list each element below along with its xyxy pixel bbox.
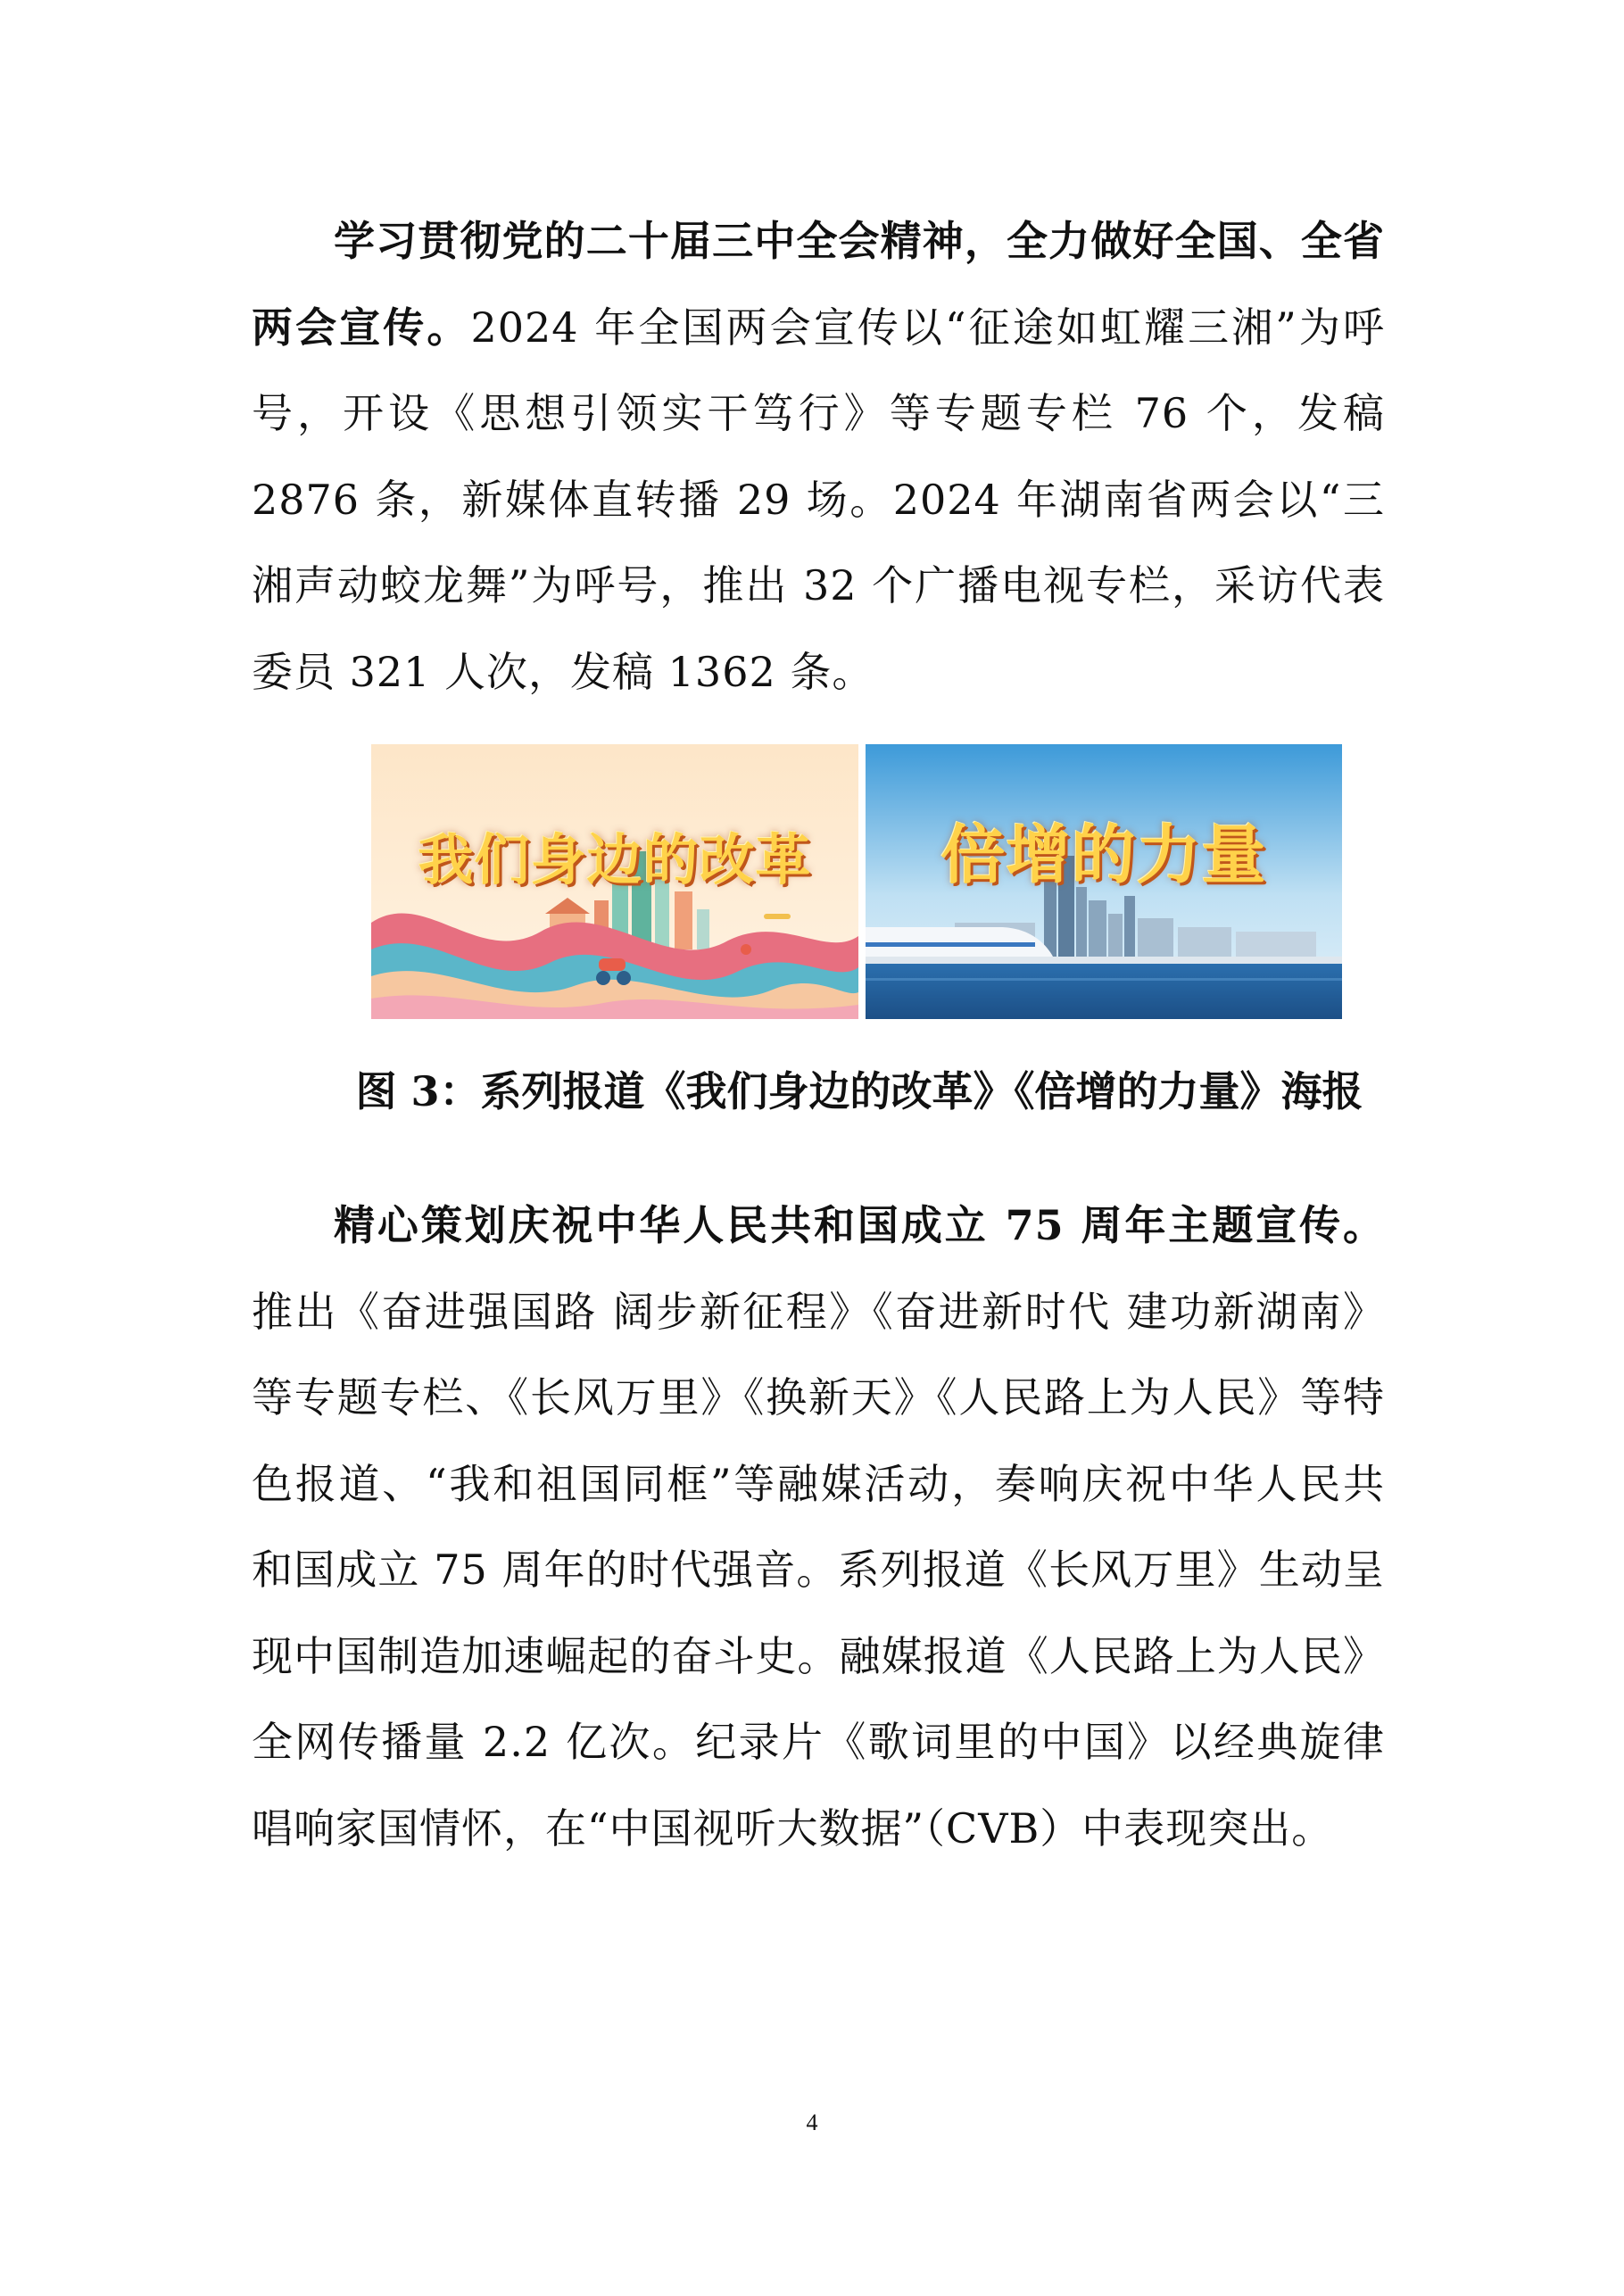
page-number: 4 xyxy=(806,2110,818,2135)
figure-posters xyxy=(371,744,1342,1019)
poster-power-of-doubling xyxy=(866,744,1342,1019)
poster-title: 倍增的力量 xyxy=(940,817,1267,892)
paragraph-lead: 学习贯彻党的二十届三中全会精神，全力做好全国、全省两会宣传。 xyxy=(252,217,1385,352)
paragraph-lead: 精心策划庆祝中华人民共和国成立 75 周年主题宣传。 xyxy=(334,1201,1385,1249)
figure-caption: 图 3：系列报道《我们身边的改革》《倍增的力量》海报 xyxy=(355,1067,1363,1115)
paragraph-75th-anniversary xyxy=(252,1182,1385,1871)
paragraph-body: 2024 年全国两会宣传以“征途如虹耀三湘”为呼号，开设《思想引领实干笃行》等专题专栏 76 个，发稿 2876 条，新媒体直转播 29 场。2024 年湖南省两会以“三湘声动蛟龙舞”为呼号，推出 32 个广播电视专栏，采访代表委员 321 人次，发稿 1362 条。 xyxy=(252,303,1385,696)
paragraph-two-sessions xyxy=(252,198,1385,715)
poster-reform-around-us xyxy=(371,744,858,1019)
paragraph-body: 推出《奋进强国路 阔步新征程》《奋进新时代 建功新湖南》等专题专栏、《长风万里》《换新天》《人民路上为人民》等特色报道、“我和祖国同框”等融媒活动，奏响庆祝中华人民共和国成立 75 周年的时代强音。系列报道《长风万里》生动呈现中国制造加速崛起的奋斗史。融媒报道《人民路上为人民》全网传播量 2.2 亿次。纪录片《歌词里的中国》以经典旋律唱响家国情怀，在“中国视听大数据”（CVB）中表现突出。 xyxy=(252,1287,1385,1853)
poster-title: 我们身边的改革 xyxy=(418,827,812,892)
